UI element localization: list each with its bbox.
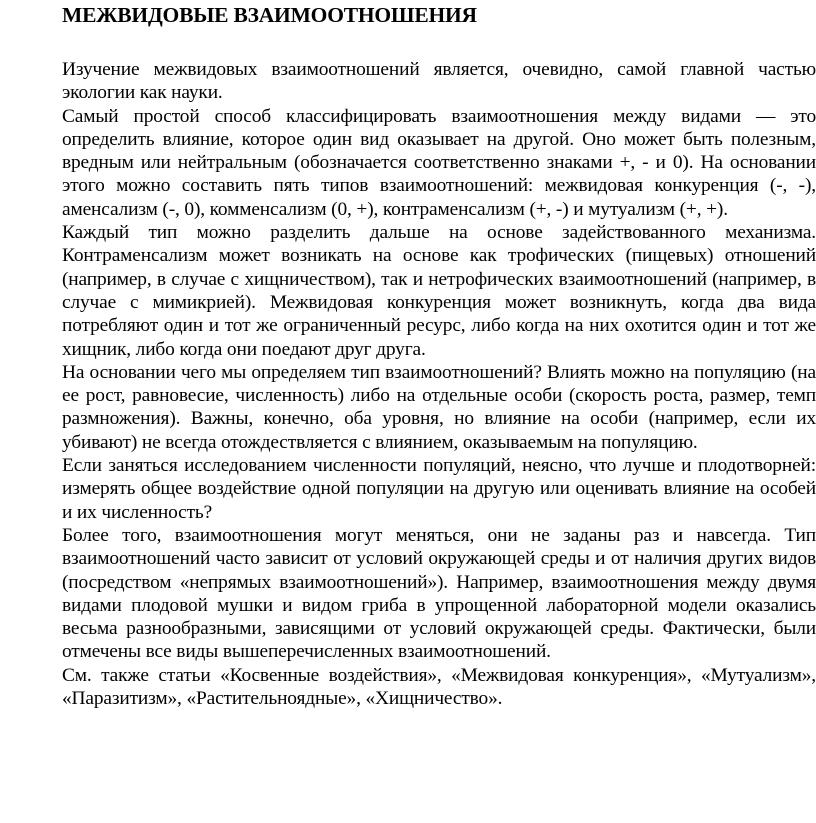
paragraph-mechanisms: Каждый тип можно разделить дальше на основе задействованного механизма. Контраменсализм может возникать на основе как трофических (пищевых) отношений (например, в случае с хищничеством), так и нетрофических взаимоотношений (например, в случае с мимикрией). Межвидовая конкуренция может возникнуть, когда два вида потребляют один и тот же ограниченный ресурс, либо когда на них охотится один и тот же хищник, либо когда они поедают друг друга. [62, 222, 816, 360]
paragraph-variability: Более того, взаимоотношения могут меняться, они не заданы раз и навсегда. Тип взаимоотношений часто зависит от условий окружающей среды и от наличия других видов (посредством «непрямых взаимоотношений»). Например, взаимоотношения между двумя видами плодовой мушки и видом гриба в упрощенной лабораторной модели оказались весьма разнообразными, зависящими от условий окружающей среды. Фактически, были отмечены все виды вышеперечисленных взаимоотношений. [62, 524, 816, 663]
paragraph-see-also: См. также статьи «Косвенные воздействия», «Межвидовая конкуренция», «Мутуализм», «Паразитизм», «Растительноядные», «Хищничество». [62, 664, 816, 710]
paragraph-intro: Изучение межвидовых взаимоотношений является, очевидно, самой главной частью экологии как науки. [62, 59, 816, 104]
document-body [62, 58, 816, 710]
paragraph-classification: Самый простой способ классифицировать взаимоотношения между видами — это определить влияние, которое один вид оказывает на другой. Оно может быть полезным, вредным или нейтральным (обозначается соответственно знаками +, - и 0). На основании этого можно составить пять типов взаимоотношений: межвидовая конкуренция (-, -), аменсализм (-, 0), комменсализм (0, +), контраменсализм (+, -) и мутуализм (+, +). [62, 105, 816, 220]
document-page [62, 0, 816, 710]
document-title: МЕЖВИДОВЫЕ ВЗАИМООТНОШЕНИЯ [62, 3, 477, 27]
paragraph-levels: На основании чего мы определяем тип взаимоотношений? Влиять можно на популяцию (на ее рост, равновесие, численность) либо на отдельные особи (скорость роста, размер, темп размножения). Важны, конечно, оба уровня, но влияние на особи (например, если их убивают) не всегда отождествляется с влиянием, оказываемым на популяцию. [62, 361, 816, 453]
paragraph-question: Если заняться исследованием численности популяций, неясно, что лучше и плодотворней: измерять общее воздействие одной популяции на другую или оценивать влияние на особей и их численность? [62, 455, 816, 523]
